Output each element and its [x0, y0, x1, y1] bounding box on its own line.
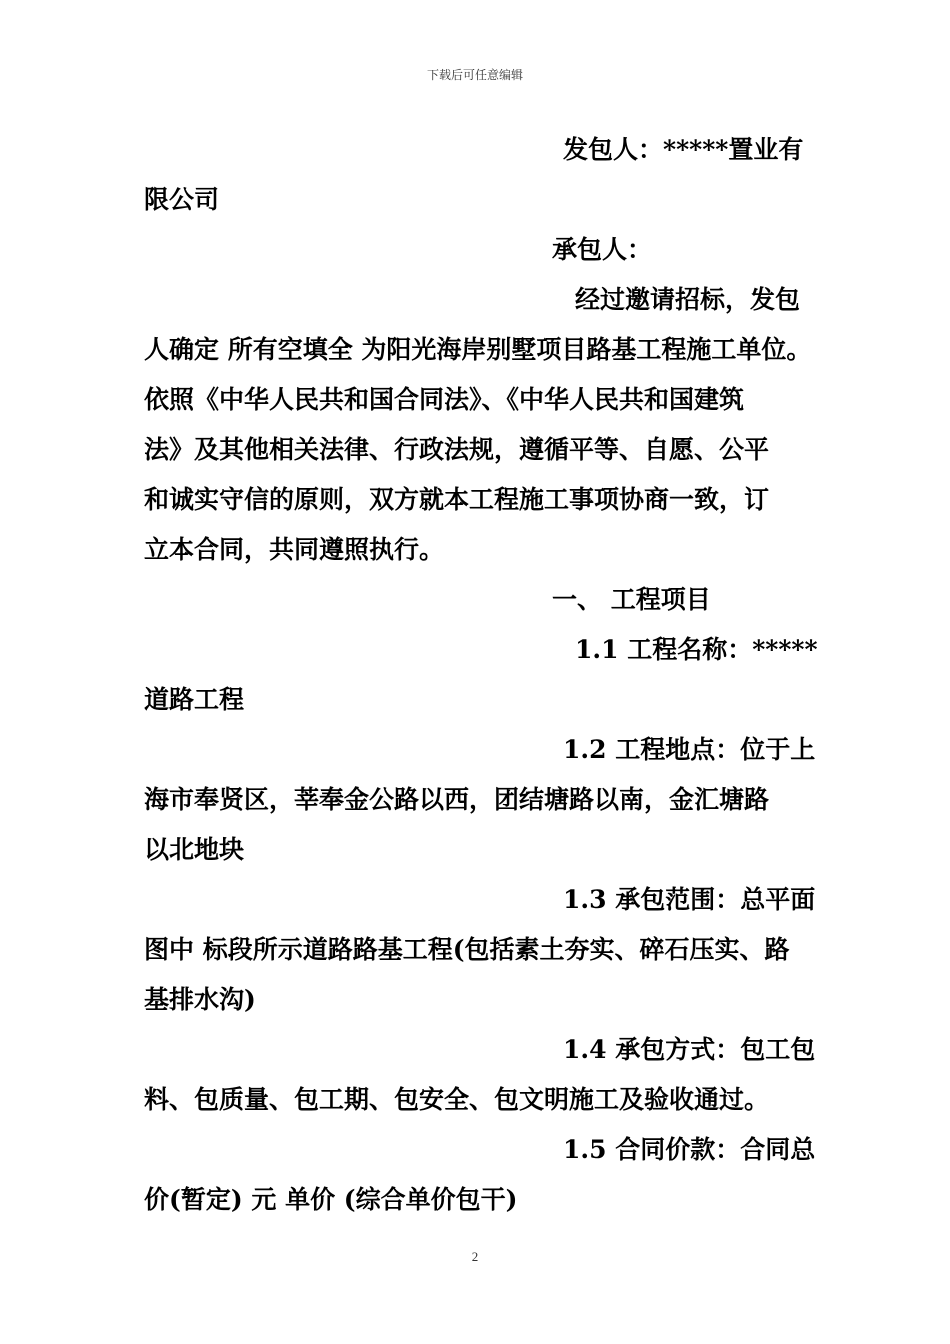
- item-1-2-line-3: 以北地块: [144, 835, 245, 864]
- item-1-3-line-1: 1.3 承包范围：总平面: [563, 885, 816, 914]
- item-1-3-line-3: 基排水沟): [144, 985, 256, 1014]
- item-1-1-line-2: 道路工程: [144, 685, 245, 714]
- intro-paragraph-line-3: 依照《中华人民共和国合同法》、《中华人民共和国建筑: [144, 385, 745, 414]
- item-1-4-line-1: 1.4 承包方式：包工包: [563, 1035, 816, 1064]
- intro-paragraph-line-6: 立本合同，共同遵照执行。: [144, 535, 445, 564]
- item-1-5-line-2: 价(暂定) 元 单价 (综合单价包干): [144, 1185, 518, 1214]
- page-header-note: 下载后可任意编辑: [426, 68, 523, 82]
- employer-line-2: 限公司: [144, 185, 220, 214]
- section-heading: 一、 工程项目: [552, 585, 711, 614]
- intro-paragraph-line-5: 和诚实守信的原则，双方就本工程施工事项协商一致，订: [144, 485, 770, 514]
- item-1-2-line-1: 1.2 工程地点：位于上: [563, 735, 816, 764]
- employer-line-1: 发包人：*****置业有: [563, 135, 804, 164]
- item-1-5-line-1: 1.5 合同价款：合同总: [563, 1135, 816, 1164]
- intro-paragraph-line-1: 经过邀请招标，发包: [575, 285, 801, 314]
- item-1-3-line-2: 图中 标段所示道路路基工程(包括素土夯实、碎石压实、路: [144, 935, 790, 964]
- page-number: 2: [471, 1249, 479, 1264]
- item-1-1-line-1: 1.1 工程名称：*****: [575, 635, 818, 664]
- intro-paragraph-line-4: 法》及其他相关法律、行政法规，遵循平等、自愿、公平: [144, 435, 770, 464]
- item-1-2-line-2: 海市奉贤区，莘奉金公路以西，团结塘路以南，金汇塘路: [144, 785, 770, 814]
- contractor-line: 承包人：: [552, 235, 653, 264]
- item-1-4-line-2: 料、包质量、包工期、包安全、包文明施工及验收通过。: [144, 1085, 770, 1114]
- intro-paragraph-line-2: 人确定 所有空填全 为阳光海岸别墅项目路基工程施工单位。: [144, 335, 812, 364]
